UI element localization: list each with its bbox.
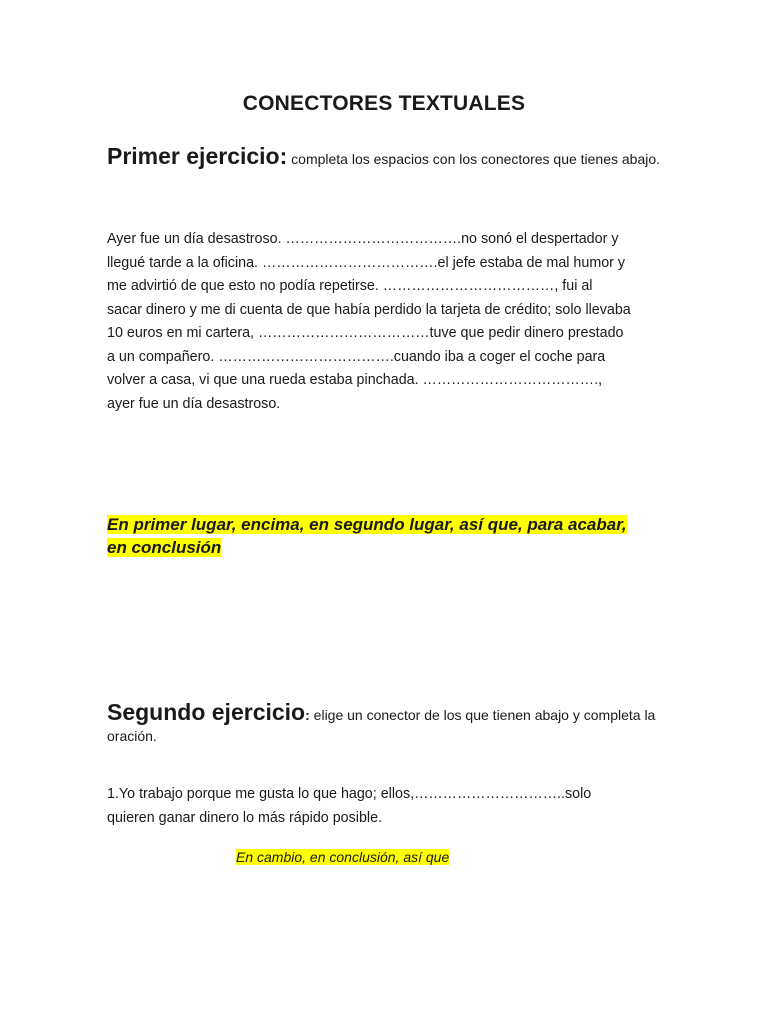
exercise-2-instruction: elige un conector de los que tienen abajo y completa la oración. xyxy=(107,707,656,744)
paragraph-line: a un compañero. ……………………………….cuando iba a coger el coche para xyxy=(107,348,606,365)
exercise-1-title: Primer ejercicio: xyxy=(107,143,288,169)
exercise-2-sentence xyxy=(107,783,662,830)
sentence-line: quieren ganar dinero lo más rápido posible. xyxy=(107,809,382,826)
exercise-2-options-text: En cambio, en conclusión, así que xyxy=(236,849,450,865)
paragraph-line: llegué tarde a la oficina. ……………………………….el jefe estaba de mal humor y xyxy=(107,254,626,271)
document-title: CONECTORES TEXTUALES xyxy=(242,92,526,115)
exercise-2-options xyxy=(236,849,636,865)
sentence-line: 1.Yo trabajo porque me gusta lo que hago; ellos,…………………………..solo xyxy=(107,786,592,802)
paragraph-line: volver a casa, vi que una rueda estaba pinchada. ………………………………., xyxy=(107,372,603,388)
exercise-2-heading xyxy=(107,699,662,747)
paragraph-line: ayer fue un día desastroso. xyxy=(107,395,281,412)
exercise-1-instruction: completa los espacios con los conectores que tienes abajo. xyxy=(287,151,661,167)
exercise-1-heading xyxy=(107,143,662,170)
exercise-2-colon: : xyxy=(305,707,310,723)
exercise-1-options xyxy=(107,513,687,559)
exercise-2-title: Segundo ejercicio xyxy=(107,699,306,725)
paragraph-line: Ayer fue un día desastroso. ……………………………….no sonó el despertador y xyxy=(107,231,619,247)
exercise-1-paragraph xyxy=(107,228,662,416)
exercise-1-options-line-2: en conclusión xyxy=(107,538,222,557)
paragraph-line: sacar dinero y me di cuenta de que había perdido la tarjeta de crédito; solo llevaba xyxy=(107,301,631,318)
exercise-1-options-line-1: En primer lugar, encima, en segundo lugar, así que, para acabar, xyxy=(107,515,627,534)
paragraph-line: 10 euros en mi cartera, ………………………………tuve que pedir dinero prestado xyxy=(107,325,624,341)
paragraph-line: me advirtió de que esto no podía repetirse. ………………………………, fui al xyxy=(107,278,593,294)
